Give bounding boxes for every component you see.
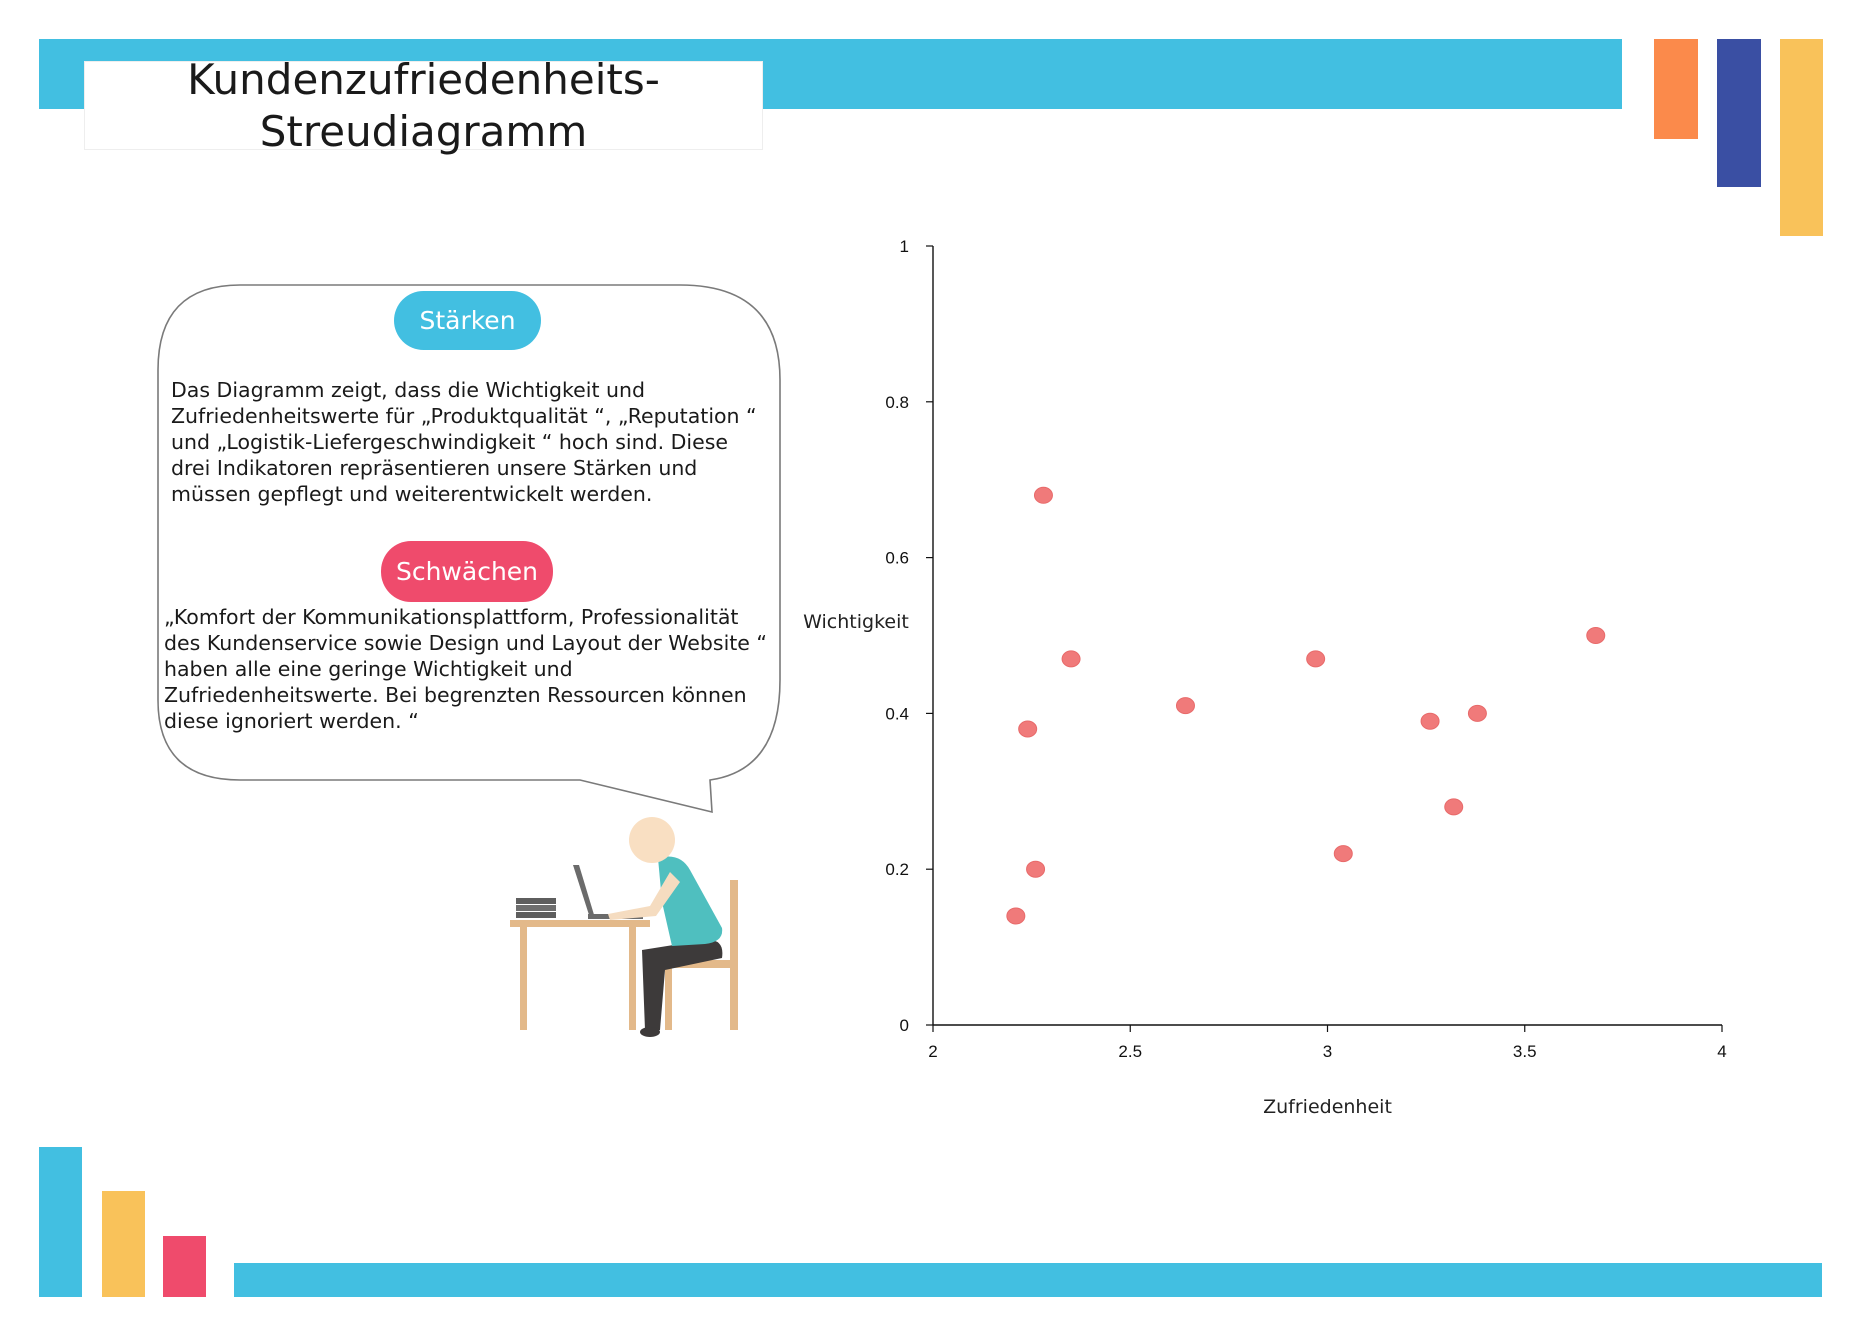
x-axis-title: Zufriedenheit — [1263, 1096, 1392, 1118]
strengths-text: Das Diagramm zeigt, dass die Wichtigkeit und Zufriedenheitswerte für „Produktqualität “, „Reputation “ und „Logistik-Liefergeschwindigkeit “ hoch sind. Diese drei Indikatoren repräsentieren unsere Stärken und müssen gepflegt und weiterentwickelt werden. — [171, 378, 757, 506]
scatter-point — [1334, 846, 1352, 862]
scatter-point — [1307, 651, 1325, 667]
scatter-point — [1062, 651, 1080, 667]
y-tick-label: 0.8 — [885, 392, 909, 412]
scatter-point — [1587, 628, 1605, 644]
scatter-point — [1421, 713, 1439, 729]
y-axis-title: Wichtigkeit — [803, 611, 909, 633]
x-tick-label: 3.5 — [1512, 1042, 1537, 1061]
scatter-point — [1019, 721, 1037, 737]
weaknesses-text: „Komfort der Kommunikationsplattform, Professionalität des Kundenservice sowie Design und Layout der Website “ haben alle eine geringe Wichtigkeit und Zufriedenheitswerte. Bei begrenzten Ressourcen können diese ignoriert werden. “ — [164, 605, 768, 733]
y-tick-label: 0 — [899, 1016, 909, 1035]
x-tick-label: 3 — [1322, 1042, 1333, 1061]
scatter-point — [1027, 861, 1045, 877]
scatter-point — [1176, 698, 1194, 714]
scatter-point — [1034, 487, 1052, 503]
x-tick-label: 2 — [928, 1042, 938, 1061]
weaknesses-label: Schwächen — [395, 557, 539, 586]
scatter-point — [1468, 705, 1486, 721]
y-tick-label: 1 — [899, 237, 909, 256]
x-tick-label: 2.5 — [1118, 1042, 1143, 1061]
y-tick-label: 0.6 — [885, 548, 909, 568]
y-tick-label: 0.4 — [885, 704, 909, 724]
strengths-label: Stärken — [419, 306, 516, 335]
scatter-point — [1007, 908, 1025, 924]
scatter-point — [1445, 799, 1463, 815]
page-title: Kundenzufriedenheits- Streudiagramm — [187, 54, 660, 156]
y-tick-label: 0.2 — [885, 860, 909, 880]
x-tick-label: 4 — [1717, 1042, 1727, 1061]
